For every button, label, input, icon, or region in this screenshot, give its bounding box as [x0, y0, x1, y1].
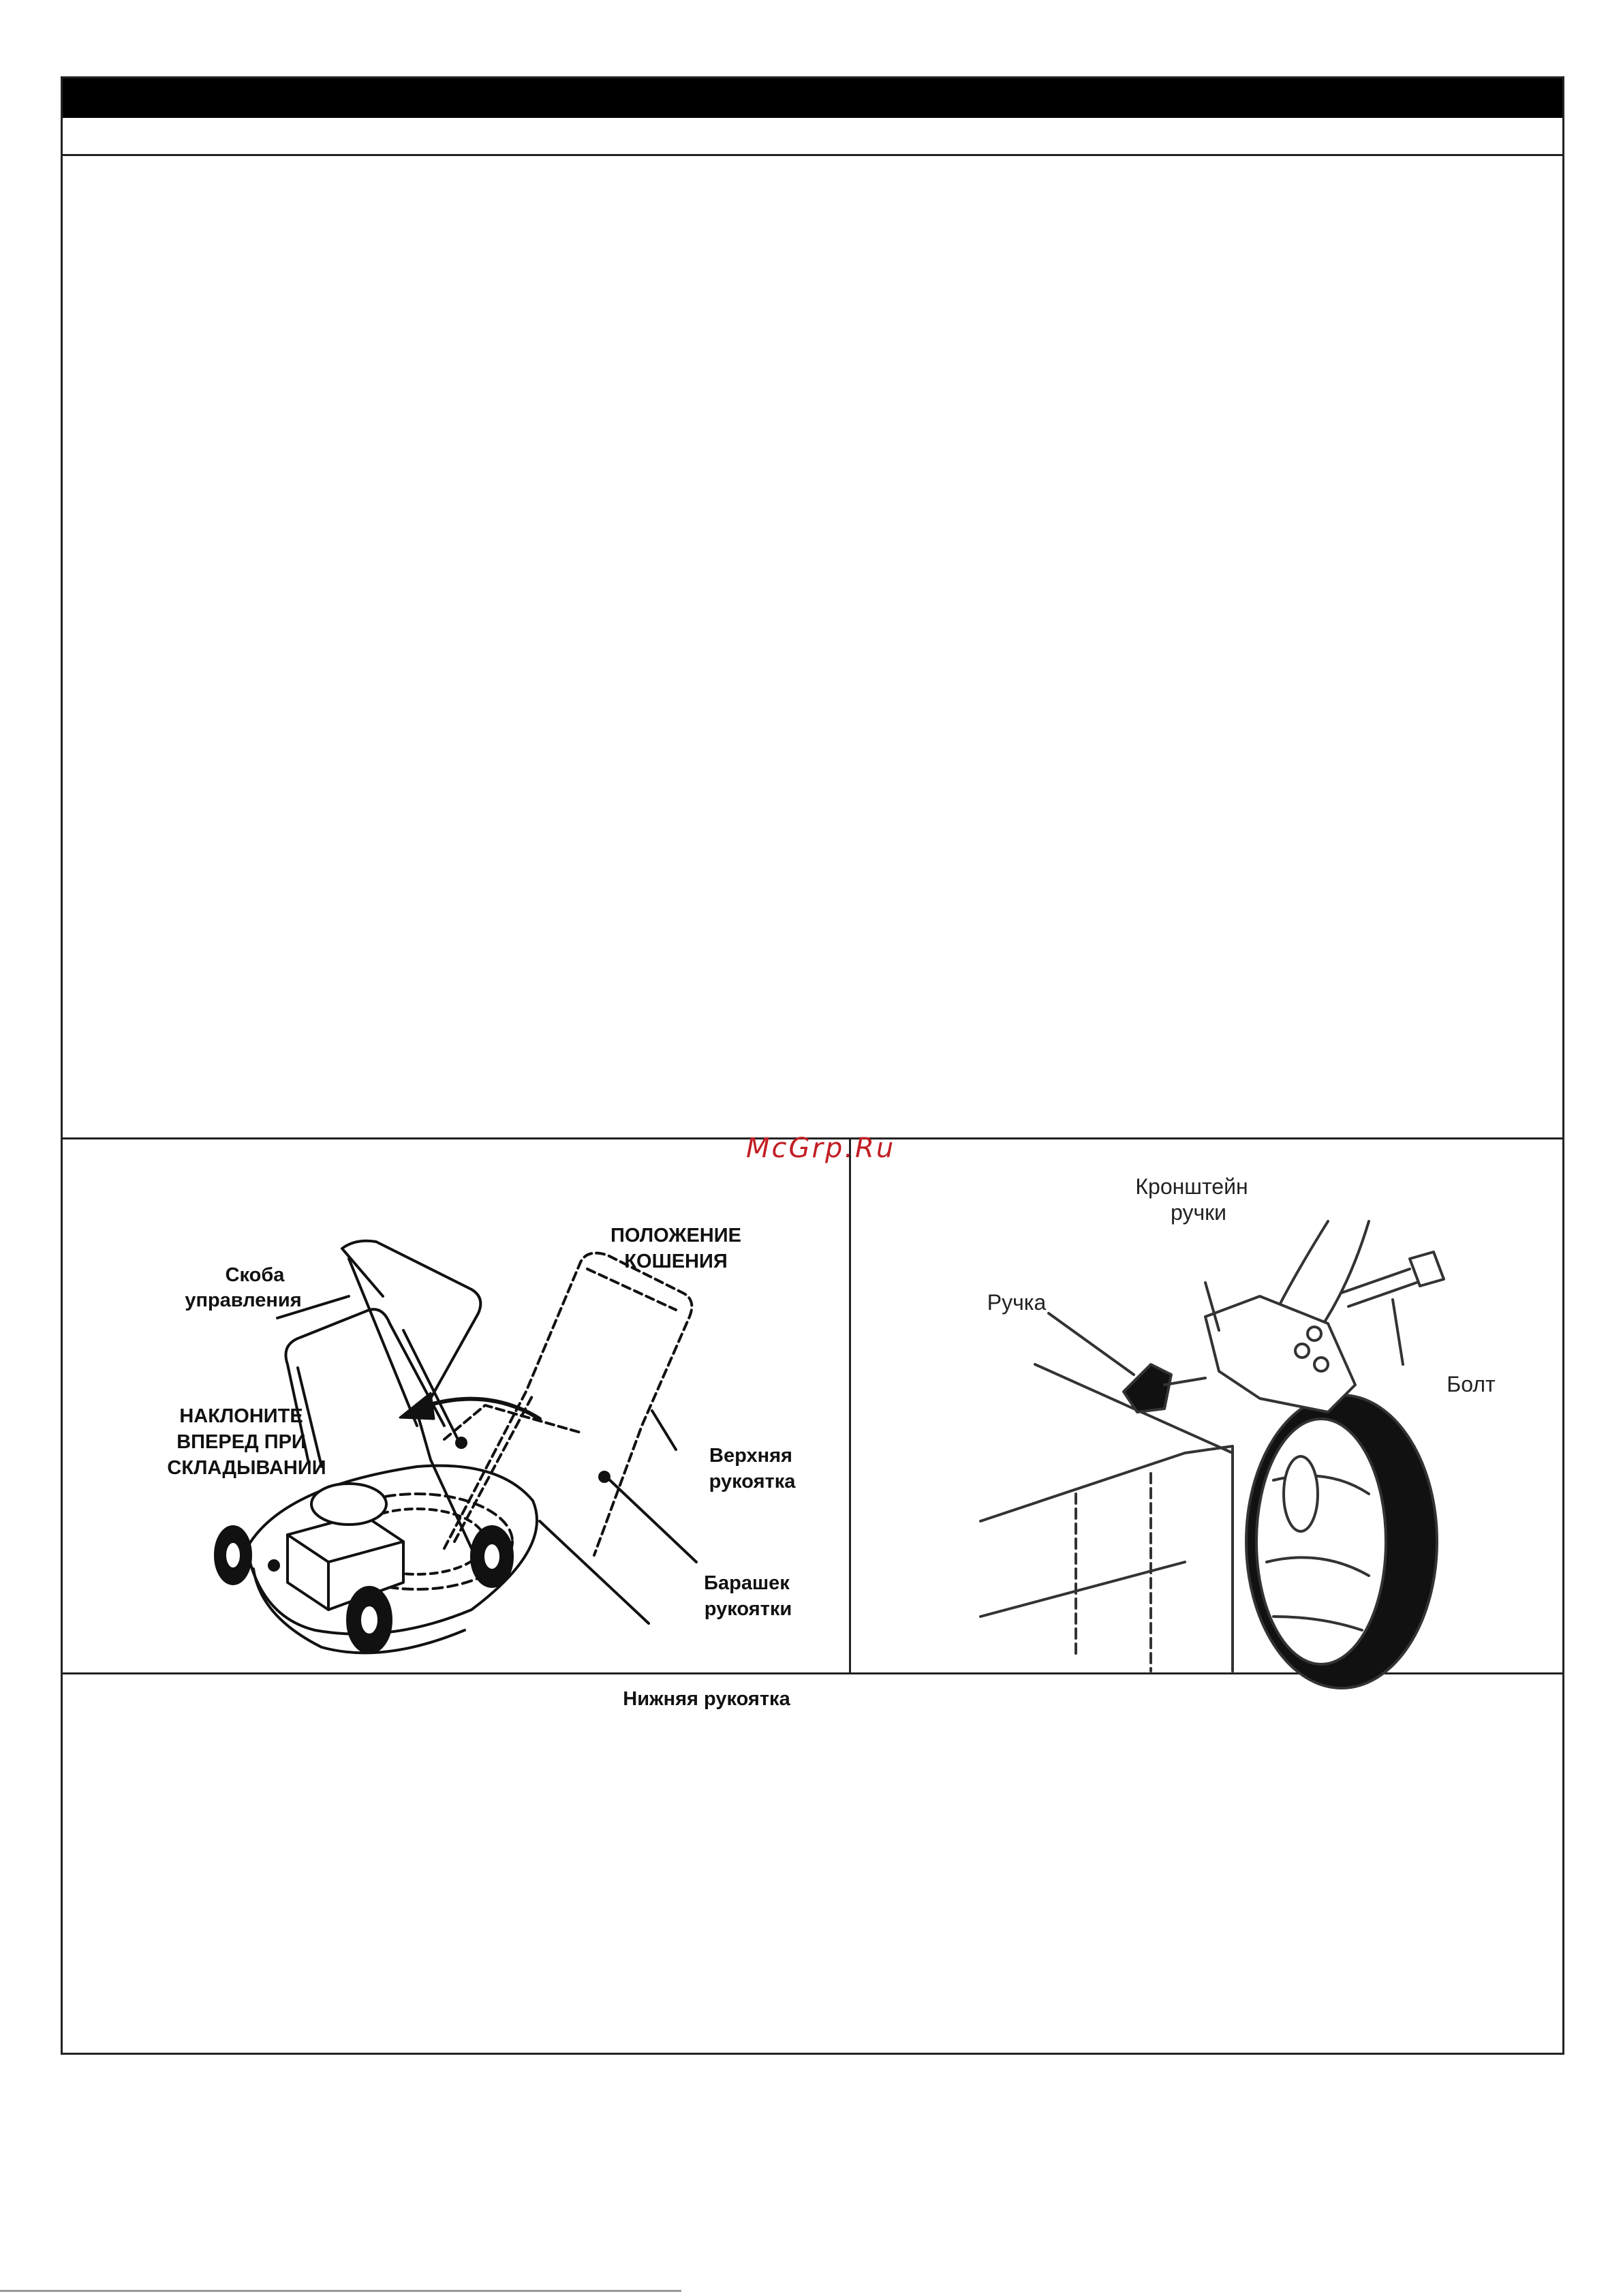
label-knob: Ручка [987, 1290, 1047, 1315]
text-section-lower [63, 1674, 1562, 2053]
handle-bracket-diagram [851, 1139, 1564, 1672]
label-lower-handle: Нижняя рукоятка [623, 1688, 790, 1710]
label-bracket-1: Кронштейн [1135, 1174, 1248, 1199]
label-knob-2: рукоятки [704, 1598, 792, 1620]
figure-folding-handle [63, 1139, 849, 1710]
header-bar [63, 78, 1562, 118]
folding-handle-diagram [63, 1139, 849, 1710]
label-tilt-3: СКЛАДЫВАНИИ [167, 1457, 326, 1479]
label-mowing-position-1: ПОЛОЖЕНИЕ [610, 1225, 741, 1246]
figure-handle-bracket [851, 1139, 1564, 1672]
label-tilt-1: НАКЛОНИТЕ [179, 1405, 303, 1427]
label-tilt-2: ВПЕРЕД ПРИ [176, 1431, 306, 1453]
label-control-bar-1: Скоба [225, 1264, 285, 1286]
label-mowing-position-2: КОШЕНИЯ [624, 1251, 728, 1272]
label-bracket-2: ручки [1171, 1200, 1226, 1225]
label-upper-handle-2: рукоятка [709, 1471, 796, 1493]
figure-row [63, 1137, 1562, 1710]
subheader-row [63, 118, 1562, 156]
label-knob-1: Барашек [704, 1572, 790, 1594]
watermark: McGrp.Ru [746, 1133, 896, 1164]
page-frame [61, 76, 1564, 2055]
label-upper-handle-1: Верхняя [709, 1445, 792, 1467]
text-section-upper [63, 156, 1562, 1137]
label-control-bar-2: управления [185, 1289, 302, 1311]
label-bolt: Болт [1447, 1372, 1496, 1396]
footer-line [0, 2290, 681, 2292]
